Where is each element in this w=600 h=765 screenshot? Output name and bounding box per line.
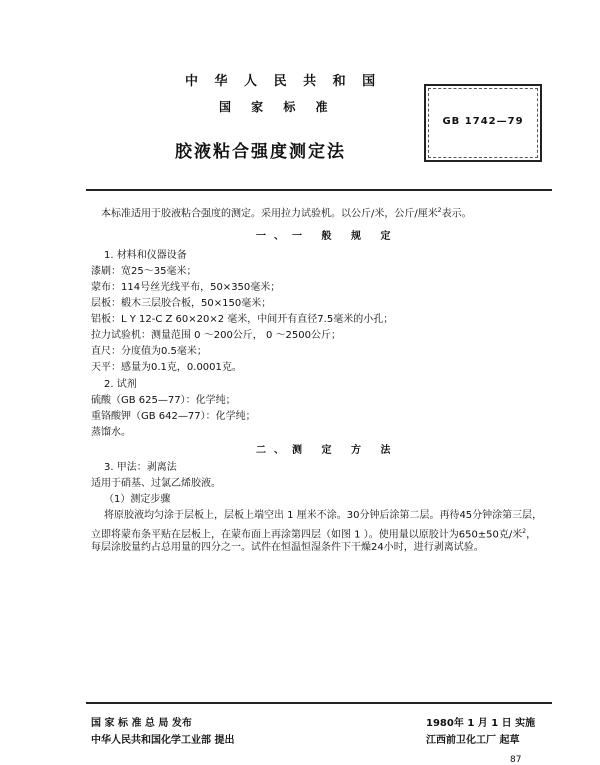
footer-proposer: 中华人民共和国化学工业部 提出 <box>91 735 235 746</box>
list-item: 漆刷：宽25～35毫米； <box>91 266 197 277</box>
footer-divider <box>86 702 552 704</box>
list-item: 直尺：分度值为0.5毫米； <box>91 346 207 357</box>
procedure-line <box>91 525 536 542</box>
header-divider <box>86 189 552 191</box>
national-standard-label: 国 家 标 准 <box>219 100 336 114</box>
intro-tail: 表示。 <box>441 208 472 220</box>
procedure-line: 每层涂胶量约占总用量的四分之一。试件在恒温恒湿条件下干燥24小时，进行剥离试验。 <box>91 542 484 553</box>
footer-date: 1980年 1 月 1 日 实施 <box>426 718 536 729</box>
list-item: 层板：椴木三层胶合板，50×150毫米； <box>91 298 272 309</box>
item-3-title: 3. 甲法：剥离法 <box>104 462 177 473</box>
page-number: 87 <box>510 755 522 765</box>
country-name: 中 华 人 民 共 和 国 <box>185 74 382 89</box>
standard-code-box <box>424 84 542 162</box>
document-title: 胶液粘合强度测定法 <box>175 142 346 162</box>
item-2-title: 2. 试剂 <box>104 379 137 390</box>
standard-code: GB 1742—79 <box>442 116 524 127</box>
list-item: 拉力试验机：测量范围 0 ～200公斤， 0 ～2500公斤； <box>91 330 341 341</box>
section-heading-method: 二、测 定 方 法 <box>256 445 399 456</box>
item-1-title: 1. 材料和仪器设备 <box>104 250 187 261</box>
section-heading-general: 一、一 般 规 定 <box>256 231 399 242</box>
intro-sup: 2 <box>437 207 442 214</box>
list-item: 蒙布：114号丝光线平布，50×350毫米； <box>91 282 281 293</box>
list-item: 重铬酸钾（GB 642—77）：化学纯； <box>91 411 256 422</box>
step-title: （1）测定步骤 <box>104 494 171 505</box>
applicability-text: 适用于硝基、过氯乙烯胶液。 <box>91 478 221 489</box>
list-item: 天平：感量为0.1克，0.0001克。 <box>91 362 242 373</box>
list-item: 蒸馏水。 <box>91 427 131 438</box>
procedure-text: 立即将蒙布条平贴在层板上，在蒙布面上再涂第四层（如图 1 ）。使用量以原胶计为650±50克/米 <box>91 529 523 541</box>
list-item: 硫酸（GB 625—77）：化学纯； <box>91 395 236 406</box>
intro-text: 本标准适用于胶液粘合强度的测定。采用拉力试验机。以公斤/米，公斤/厘米 <box>101 208 438 220</box>
procedure-text-tail: ， <box>526 529 537 541</box>
procedure-line: 将原胶液均匀涂于层板上，层板上端空出 1 厘米不涂。30分钟后涂第二层。再待45分钟涂第三层， <box>104 510 543 521</box>
list-item: 铝板：L Y 12-C Z 60×20×2 毫米，中间开有直径7.5毫米的小孔； <box>91 314 394 325</box>
footer-issuer: 国 家 标 准 总 局 发布 <box>91 718 192 729</box>
intro-paragraph <box>101 204 472 221</box>
footer-drafter: 江西前卫化工厂 起草 <box>426 735 520 746</box>
procedure-sup: 2 <box>522 528 527 535</box>
